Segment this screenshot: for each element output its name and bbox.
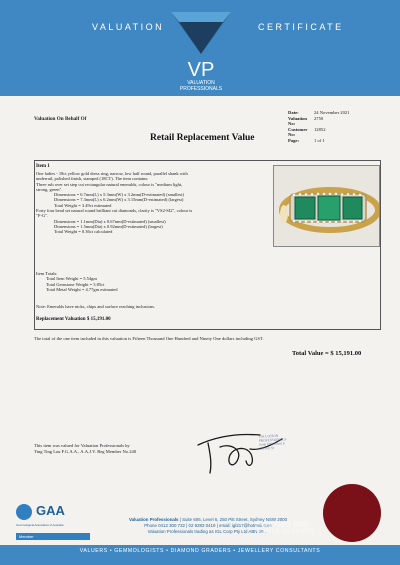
scanner-line-1: Scanned with	[255, 519, 310, 529]
valuation-meta	[288, 110, 349, 144]
ring-photo	[273, 165, 380, 247]
item-note: Note: Emeralds have nicks, chips and surface reaching inclusions.	[36, 304, 155, 309]
wax-seal	[323, 484, 381, 542]
item-totals	[36, 271, 118, 292]
logo-line-2: PROFESSIONALS	[179, 86, 223, 92]
logo-line-1: VALUATION	[187, 80, 215, 86]
gaa-subtitle: Gemmological Association of Australia	[16, 523, 64, 527]
page-title: Retail Replacement Value	[150, 133, 255, 143]
description-line: Dimensions = 7.3mm(L) x 6.2mm(W) x 3.15mm(D-estimated) (largest)	[54, 197, 184, 203]
item-box	[34, 160, 381, 330]
description-line: Dimensions = 1.5mm(Dia) x 0.92mm(D-estimated) (largest)	[54, 223, 163, 229]
meta-valuation-no: Valuation No: 2750	[288, 115, 324, 127]
prepared-by-line-1: This item was valued for Valuation Professionals by	[34, 443, 130, 448]
description-line: Dimensions = 1.1mm(Dia) x 0.67mm(D-estimated) (smallest)	[54, 218, 166, 224]
description-line: One ladies - 18ct yellow gold dress ring, narrow, low half round, parallel shank with	[36, 171, 188, 176]
meta-customer-no: Customer No: 12852	[288, 126, 326, 138]
description-line: Forty four bead set natural round brilliant cut diamonds, clarity is "VS2-SI2", colour is	[36, 208, 193, 214]
total-metal-weight: Total Metal Weight = 4.77gm estimated	[46, 286, 118, 292]
scanner-watermark	[255, 519, 314, 535]
gaa-member-badge: Member	[16, 533, 90, 540]
header-left-title: VALUATION	[92, 22, 165, 32]
meta-date: Date: 24 November 2021	[288, 110, 350, 115]
item-title: Item 1	[36, 164, 50, 169]
description-line: Three rub over set step cut rectangular natural emeralds, colour is "medium light,	[36, 181, 183, 187]
prepared-by	[34, 443, 136, 454]
prepared-by-line-2: Ting Ting Lau F.G.A.A., A.A.J.V. Reg Member No.240	[34, 448, 137, 454]
total-item-weight: Total Item Weight = 5.54gm	[46, 276, 97, 282]
description-line: Total Weight = 3.49ct estimated	[54, 202, 112, 208]
description-line: "F-G".	[36, 213, 49, 219]
replacement-valuation: Replacement Valuation $ 15,191.00	[36, 317, 111, 322]
description-line: Dimensions = 6.7mm(L) x 5.3mm(W) x 3.2mm(D-estimated) (smallest)	[54, 192, 185, 198]
footer-line-3: Valuation Professionals trading as IGL Corp Pty Ltd ABN 25 ...	[147, 529, 269, 534]
total-value: Total Value = $ 15,191.00	[292, 350, 362, 357]
footer-tagline: VALUERS • GEMMOLOGISTS • DIAMOND GRADERS • JEWELLERY CONSULTANTS	[79, 548, 321, 554]
company-stamp: VALUATION PROFESSIONALS Suite 606, Level 6 250 Pitt St	[258, 433, 287, 451]
description-line: underrail, polished finish, stamped (18CT). The item contains:	[36, 176, 149, 182]
gaa-letters: GAA	[36, 503, 65, 518]
gaa-member-logo	[10, 500, 90, 550]
item-description	[36, 171, 268, 235]
description-line: strong, green".	[36, 186, 63, 192]
description-line: Total Weight = 0.36ct calculated	[54, 229, 113, 235]
valuation-statement: The total of the one item included in this valuation is Fifteen Thousand One Hundred and Ninety One dollars including GST.	[34, 336, 264, 341]
scanner-line-2: MOBILE SCANNER	[255, 529, 315, 535]
emerald-ring-image	[274, 166, 379, 246]
footer-line-1: Valuation Professionals | Suite 606, Level 6, 250 Pitt Street, Sydney NSW 2000	[128, 517, 288, 522]
totals-title: Item Totals:	[36, 271, 58, 276]
gaa-emblem-icon	[16, 504, 32, 520]
footer-line-2: Phone 0412 300 732 | 02 9283 0419 | email: igl217@hotmail.com	[144, 523, 272, 528]
vp-diamond-logo	[165, 8, 237, 96]
logo-letters: VP	[187, 59, 215, 81]
header-right-title: CERTIFICATE	[258, 22, 344, 32]
total-gemstone-weight: Total Gemstone Weight = 3.85ct	[46, 281, 105, 287]
meta-page: Page: 1 of 1	[288, 137, 325, 143]
valuation-on-behalf-of: Valuation On Behalf Of	[34, 116, 87, 122]
